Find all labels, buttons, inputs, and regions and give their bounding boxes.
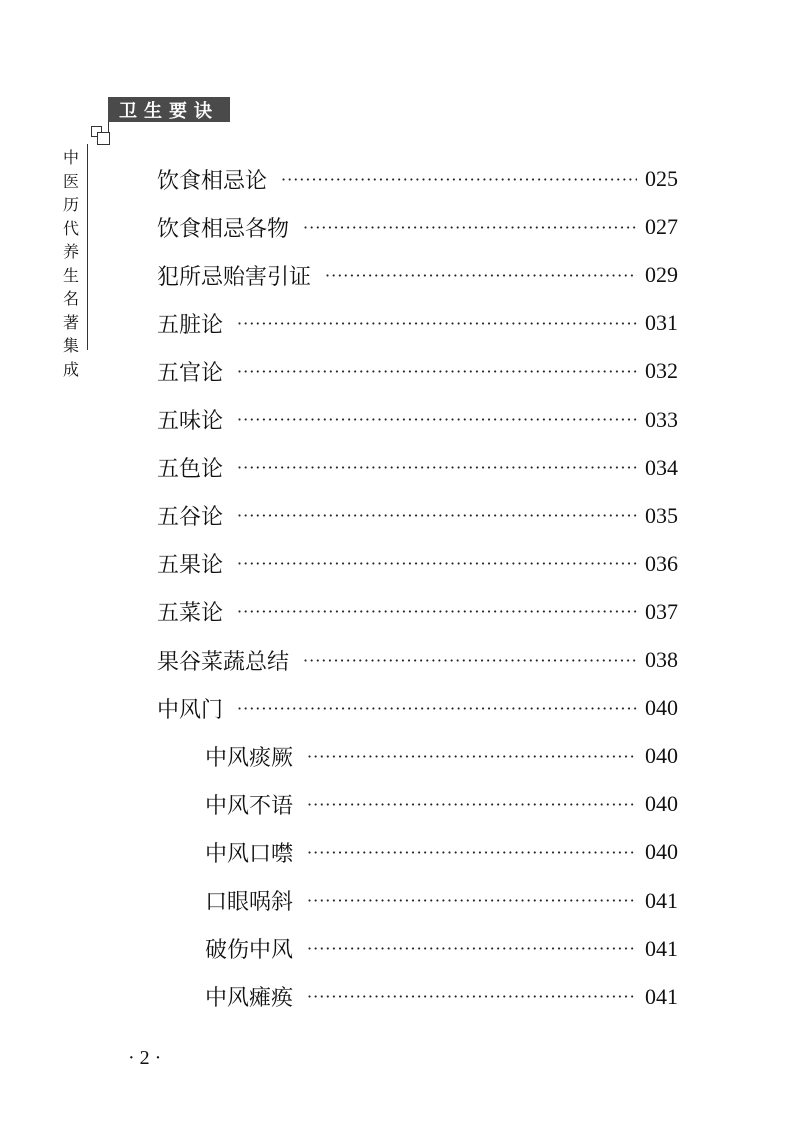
toc-entry-page: 041: [645, 983, 678, 1009]
toc-entry-page: 036: [645, 550, 678, 576]
toc-entry-page: 034: [645, 454, 678, 480]
dot-leader: [307, 795, 637, 814]
dot-leader: [237, 506, 637, 525]
toc-entry-title: 中风口噤: [205, 841, 294, 867]
dot-leader: [307, 843, 637, 862]
dot-leader: [307, 891, 637, 910]
toc-entry-title: 五色论: [157, 457, 224, 483]
toc-entry-title: 中风不语: [205, 793, 294, 819]
toc-entry-page: 032: [645, 358, 678, 384]
toc-entry-title: 中风门: [157, 697, 224, 723]
toc-entry-title: 五果论: [157, 553, 224, 579]
dot-leader: [237, 699, 637, 718]
toc-entry[interactable]: [157, 444, 678, 492]
toc-entry[interactable]: [157, 299, 678, 347]
toc-entry-page: 031: [645, 310, 678, 336]
toc-entry-page: 041: [645, 887, 678, 913]
toc-entry[interactable]: [157, 396, 678, 444]
dot-leader: [303, 651, 637, 670]
toc-entry-title: 果谷菜蔬总结: [157, 649, 290, 675]
dot-leader: [307, 747, 637, 766]
toc-entry-page: 033: [645, 406, 678, 432]
toc-entry[interactable]: [205, 877, 678, 925]
toc-entry-title: 中风瘫痪: [205, 986, 294, 1012]
toc-entry-page: 038: [645, 647, 678, 672]
toc-entry-title: 五脏论: [157, 312, 224, 338]
decorative-square: [97, 132, 110, 145]
toc-entry[interactable]: [157, 540, 678, 588]
dot-leader: [237, 362, 637, 381]
toc-entry-page: 041: [645, 935, 678, 961]
dot-leader: [237, 410, 637, 429]
toc-entry[interactable]: [157, 347, 678, 395]
dot-leader: [303, 218, 637, 237]
toc-entry[interactable]: [205, 973, 678, 1021]
toc-entry-page: 025: [645, 166, 678, 191]
toc-entry-page: 037: [645, 598, 678, 624]
toc-entry-page: 027: [645, 214, 678, 240]
sidebar-rule: [87, 144, 88, 350]
toc-entry-page: 040: [645, 743, 678, 769]
toc-entry-title: 犯所忌贻害引证: [157, 264, 312, 290]
toc-entry-title: 五官论: [157, 360, 224, 386]
dot-leader: [307, 939, 637, 958]
toc-entry[interactable]: [157, 588, 678, 636]
toc-entry-page: 040: [645, 695, 678, 721]
toc-entry-title: 五味论: [157, 409, 224, 434]
toc-entry-title: 中风痰厥: [205, 745, 294, 771]
toc-entry[interactable]: [157, 684, 678, 732]
toc-entry-page: 035: [645, 502, 678, 528]
dot-leader: [237, 458, 637, 477]
toc-entry-title: 口眼㖞斜: [205, 890, 294, 915]
toc-entry-page: 029: [645, 262, 678, 288]
series-title: 中医历代养生名著集成: [62, 148, 79, 379]
toc-entry-title: 饮食相忌论: [157, 168, 268, 194]
toc-entry[interactable]: [205, 732, 678, 780]
toc-entry[interactable]: [157, 636, 678, 684]
toc-entry[interactable]: [157, 251, 678, 299]
dot-leader: [237, 554, 637, 573]
toc-entry-title: 五谷论: [157, 505, 224, 531]
toc-entry-title: 五菜论: [157, 601, 224, 627]
dot-leader: [281, 170, 637, 189]
dot-leader: [325, 266, 637, 285]
book-title: 卫生要诀: [119, 100, 219, 122]
dot-leader: [237, 602, 637, 621]
toc-entry-page: 040: [645, 839, 678, 865]
toc-entry[interactable]: [205, 780, 678, 828]
toc-entry-title: 饮食相忌各物: [157, 216, 290, 242]
toc-entry-page: 040: [645, 791, 678, 817]
toc-entry[interactable]: [157, 492, 678, 540]
toc-entry[interactable]: [205, 828, 678, 876]
book-title-tab: [108, 97, 230, 122]
dot-leader: [307, 987, 637, 1006]
toc-entry[interactable]: [157, 155, 678, 203]
toc-entry[interactable]: [157, 203, 678, 251]
toc-entry-title: 破伤中风: [205, 938, 294, 964]
dot-leader: [237, 314, 637, 333]
toc-entry[interactable]: [205, 925, 678, 973]
page-number: · 2 ·: [128, 1047, 162, 1069]
